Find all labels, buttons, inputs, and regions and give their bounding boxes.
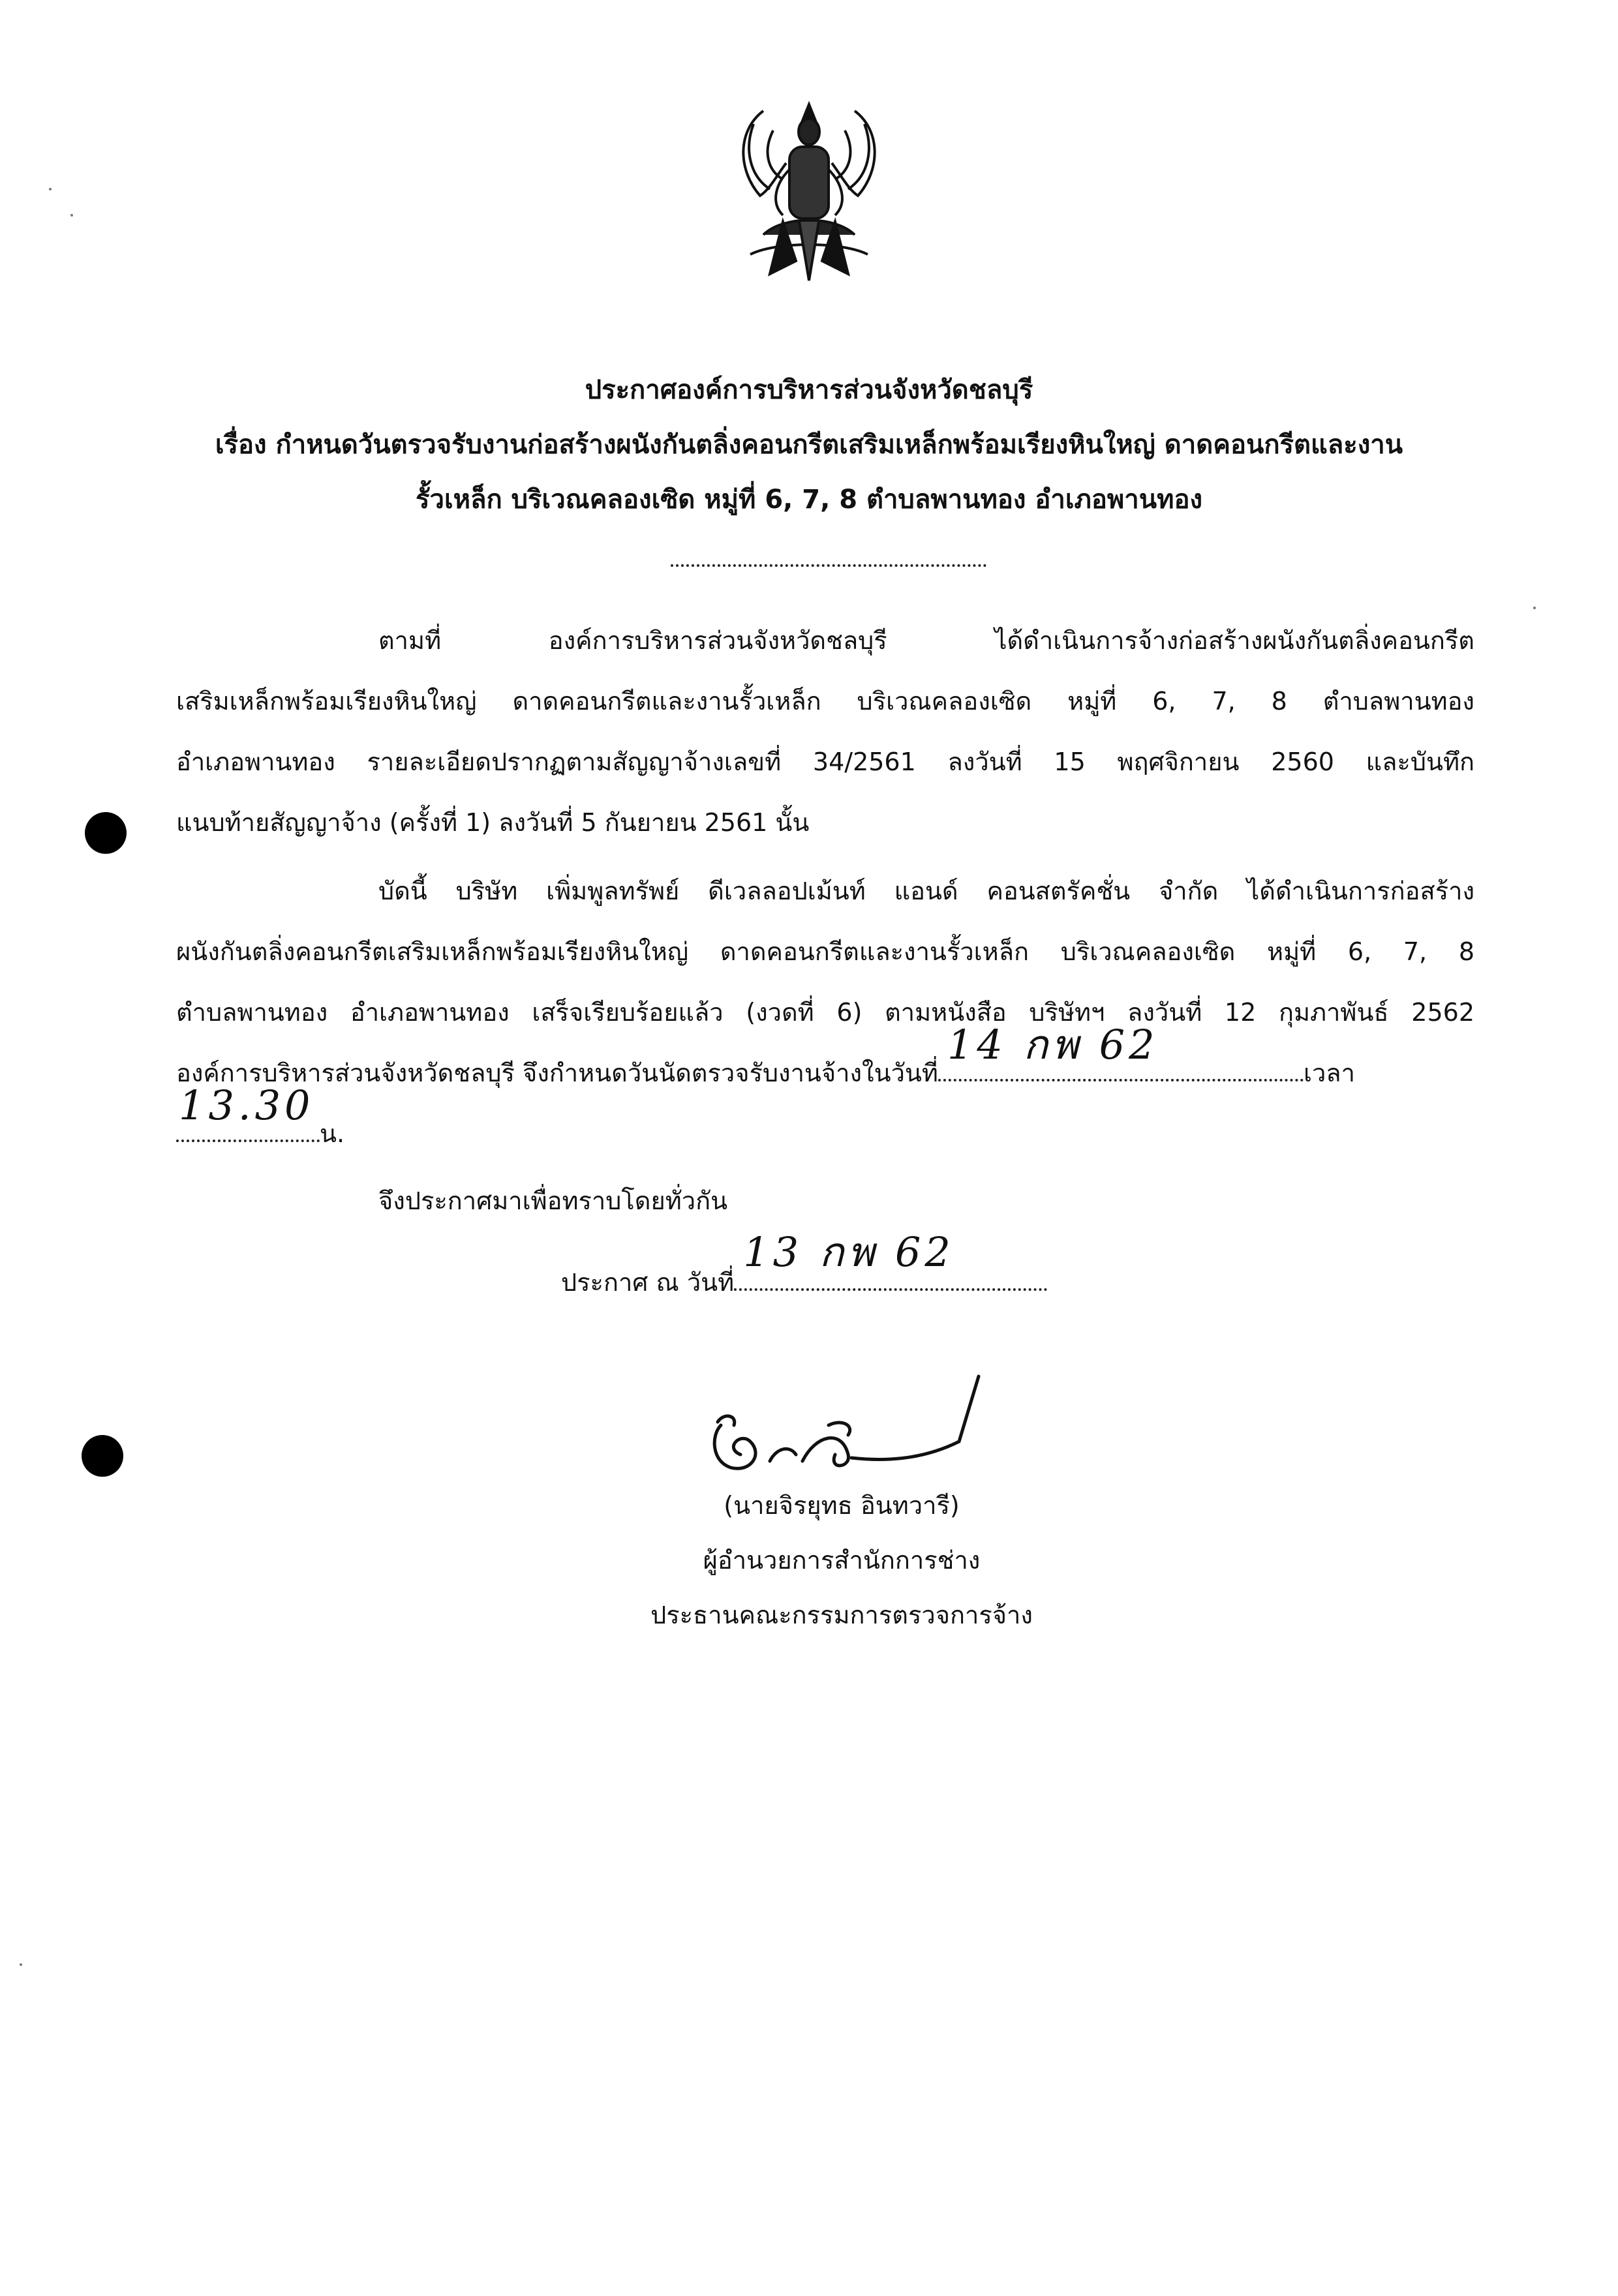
paragraph-1-line: ตามที่ องค์การบริหารส่วนจังหวัดชลบุรี ได้ดำเนินการจ้างก่อสร้างผนังกันตลิ่งคอนกรีต — [378, 626, 1474, 655]
punch-hole — [85, 812, 127, 854]
inspection-line-prefix: องค์การบริหารส่วนจังหวัดชลบุรี จึงกำหนดวันนัดตรวจรับงานจ้างในวันที่ — [176, 1059, 938, 1087]
inspection-date-fill — [938, 1021, 1304, 1081]
document-title — [163, 363, 1455, 527]
paragraph-1 — [176, 611, 1474, 853]
garuda-emblem — [724, 91, 894, 294]
title-line-3: รั้วเหล็ก บริเวณคลองเซิด หมู่ที่ 6, 7, 8 ตำบลพานทอง อำเภอพานทอง — [416, 485, 1202, 515]
punch-hole — [82, 1435, 123, 1477]
signer-position: ผู้อำนวยการสำนักการช่าง — [703, 1546, 981, 1575]
announce-date-fill — [734, 1228, 1047, 1291]
paragraph-2-line: ตำบลพานทอง อำเภอพานทอง เสร็จเรียบร้อยแล้ว (งวดที่ 6) ตามหนังสือ บริษัทฯ ลงวันที่ 12 กุมภาพันธ์ 2562 — [176, 998, 1474, 1027]
announce-prefix: ประกาศ ณ วันที่ — [561, 1268, 735, 1297]
time-fill — [176, 1081, 320, 1142]
signer-name: (นายจิรยุทธ อินทวารี) — [724, 1491, 960, 1520]
signer-block — [587, 1478, 1096, 1642]
signer-role: ประธานคณะกรรมการตรวจการจ้าง — [650, 1601, 1033, 1629]
time-label: เวลา — [1303, 1059, 1355, 1087]
inspection-date-handwritten: 14 กพ 62 — [947, 1021, 1159, 1068]
scan-speck — [49, 188, 52, 190]
title-line-1: ประกาศองค์การบริหารส่วนจังหวัดชลบุรี — [585, 375, 1033, 405]
scan-speck — [20, 1963, 22, 1966]
title-line-2: เรื่อง กำหนดวันตรวจรับงานก่อสร้างผนังกันตลิ่งคอนกรีตเสริมเหล็กพร้อมเรียงหินใหญ่ ดาดคอนกรีตและงาน — [215, 430, 1403, 460]
scan-speck — [1533, 607, 1536, 609]
title-divider — [671, 564, 986, 567]
time-unit: น. — [320, 1119, 345, 1148]
time-handwritten: 13.30 — [179, 1081, 314, 1129]
time-line — [176, 1081, 1474, 1164]
announce-date-handwritten: 13 กพ 62 — [743, 1228, 954, 1276]
inspection-date-line — [176, 1021, 1474, 1104]
paragraph-1-line: เสริมเหล็กพร้อมเรียงหินใหญ่ ดาดคอนกรีตและงานรั้วเหล็ก บริเวณคลองเซิด หมู่ที่ 6, 7, 8 ตำบลพานทอง — [176, 687, 1474, 716]
closing-statement: จึงประกาศมาเพื่อทราบโดยทั่วกัน — [378, 1186, 728, 1215]
announce-date-line — [561, 1228, 1047, 1302]
paragraph-2-line: บัดนี้ บริษัท เพิ่มพูลทรัพย์ ดีเวลลอปเม้นท์ แอนด์ คอนสตรัคชั่น จำกัด ได้ดำเนินการก่อสร้าง — [378, 877, 1474, 905]
scan-speck — [70, 214, 73, 217]
paragraph-2-line: ผนังกันตลิ่งคอนกรีตเสริมเหล็กพร้อมเรียงหินใหญ่ ดาดคอนกรีตและงานรั้วเหล็ก บริเวณคลองเซิด หมู่ที่ 6, 7, 8 — [176, 937, 1474, 966]
paragraph-1-line: แนบท้ายสัญญาจ้าง (ครั้งที่ 1) ลงวันที่ 5 กันยายน 2561 นั้น — [176, 808, 810, 837]
paragraph-1-line: อำเภอพานทอง รายละเอียดปรากฏตามสัญญาจ้างเลขที่ 34/2561 ลงวันที่ 15 พฤศจิกายน 2560 และบันทึก — [176, 748, 1474, 776]
paragraph-2 — [176, 861, 1474, 1164]
